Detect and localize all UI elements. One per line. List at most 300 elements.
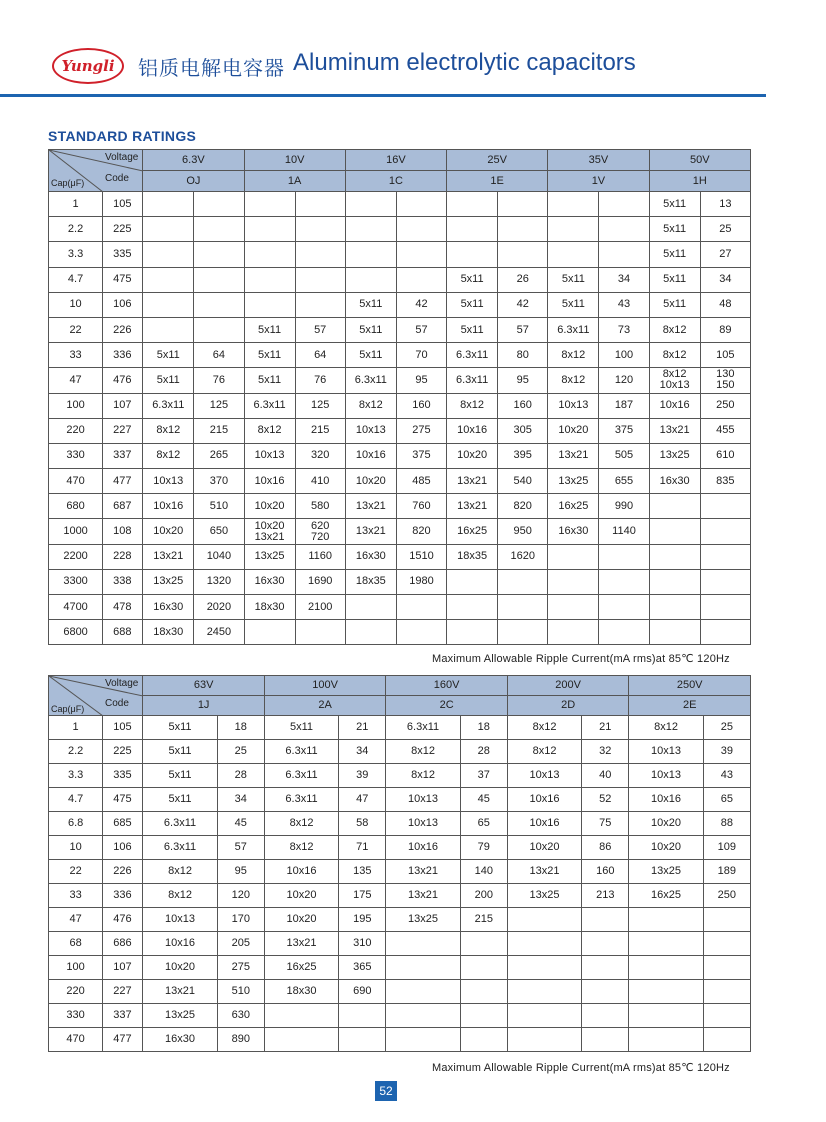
ripple-cell: 34 <box>217 788 264 812</box>
size-cell: 5x11 <box>143 716 217 740</box>
size-cell <box>386 980 460 1004</box>
code-cell: 476 <box>103 368 143 393</box>
size-cell <box>264 1004 338 1028</box>
ripple-cell: 34 <box>700 267 750 292</box>
size-cell: 10x20 <box>244 494 295 519</box>
code-cell: 106 <box>103 292 143 317</box>
cap-cell: 1 <box>49 716 103 740</box>
ripple-cell <box>599 242 649 267</box>
table2-note: Maximum Allowable Ripple Current(mA rms)at 85℃ 120Hz <box>432 1062 730 1074</box>
ripple-cell: 1320 <box>194 569 244 594</box>
ripple-cell: 375 <box>396 443 446 468</box>
ripple-cell <box>339 1028 386 1052</box>
voltage-header: 200V <box>507 676 629 696</box>
ripple-cell: 125 <box>194 393 244 418</box>
size-cell: 10x16 <box>345 443 396 468</box>
ripple-cell: 88 <box>703 812 750 836</box>
size-cell: 5x11 <box>244 368 295 393</box>
ripple-cell: 370 <box>194 469 244 494</box>
ripple-cell: 95 <box>498 368 548 393</box>
ripple-cell: 64 <box>194 343 244 368</box>
code-cell: 105 <box>103 192 143 217</box>
ripple-cell: 43 <box>599 292 649 317</box>
table-row <box>49 884 751 908</box>
size-cell <box>447 620 498 645</box>
size-cell: 10x20 <box>143 519 194 544</box>
table-row <box>49 908 751 932</box>
table-row <box>49 620 751 645</box>
ripple-cell: 175 <box>339 884 386 908</box>
size-cell <box>143 267 194 292</box>
voltage-header: 250V <box>629 676 751 696</box>
size-cell <box>447 569 498 594</box>
size-cell: 8x12 <box>143 860 217 884</box>
ripple-cell: 25 <box>703 716 750 740</box>
ripple-cell: 21 <box>339 716 386 740</box>
size-cell <box>548 595 599 620</box>
code-header: 2A <box>264 696 386 716</box>
size-cell <box>386 1028 460 1052</box>
ratings-table-1 <box>48 149 751 645</box>
size-cell <box>345 620 396 645</box>
size-cell: 8x12 <box>264 836 338 860</box>
corner-voltage-label: Voltage <box>105 678 139 689</box>
size-cell: 18x30 <box>244 595 295 620</box>
ripple-cell: 375 <box>599 418 649 443</box>
cap-cell: 1 <box>49 192 103 217</box>
ripple-cell <box>295 242 345 267</box>
ripple-cell: 265 <box>194 443 244 468</box>
ripple-cell: 39 <box>703 740 750 764</box>
size-cell <box>649 620 700 645</box>
size-cell <box>345 595 396 620</box>
size-cell <box>548 569 599 594</box>
ripple-cell <box>295 292 345 317</box>
size-cell: 5x11 <box>244 317 295 342</box>
ripple-cell: 650 <box>194 519 244 544</box>
ripple-cell <box>295 192 345 217</box>
ripple-cell: 76 <box>194 368 244 393</box>
code-cell: 687 <box>103 494 143 519</box>
size-cell <box>507 980 581 1004</box>
size-cell: 5x11 <box>649 292 700 317</box>
size-cell <box>345 267 396 292</box>
ripple-cell: 455 <box>700 418 750 443</box>
size-cell: 5x11 <box>649 217 700 242</box>
ripple-cell <box>194 317 244 342</box>
cap-cell: 330 <box>49 443 103 468</box>
ripple-cell: 58 <box>339 812 386 836</box>
ratings-table-2 <box>48 675 751 1052</box>
size-cell: 10x13 <box>548 393 599 418</box>
ripple-cell <box>599 192 649 217</box>
code-cell: 475 <box>103 788 143 812</box>
size-cell <box>629 908 703 932</box>
size-cell <box>548 217 599 242</box>
size-cell <box>244 192 295 217</box>
size-cell: 6.3x11 <box>264 764 338 788</box>
code-cell: 476 <box>103 908 143 932</box>
ripple-cell: 120 <box>599 368 649 393</box>
size-cell: 16x30 <box>143 1028 217 1052</box>
ripple-cell <box>703 908 750 932</box>
size-cell: 5x11 <box>345 317 396 342</box>
size-cell: 13x21 <box>649 418 700 443</box>
ripple-cell <box>194 267 244 292</box>
size-cell <box>244 620 295 645</box>
ripple-cell <box>194 217 244 242</box>
ripple-cell <box>498 192 548 217</box>
voltage-header: 6.3V <box>143 150 244 171</box>
ripple-cell: 45 <box>217 812 264 836</box>
size-cell: 10x20 <box>507 836 581 860</box>
ripple-cell: 170 <box>217 908 264 932</box>
ripple-cell: 205 <box>217 932 264 956</box>
size-cell <box>244 242 295 267</box>
size-cell <box>244 292 295 317</box>
code-cell: 228 <box>103 544 143 569</box>
table-row <box>49 418 751 443</box>
size-cell: 10x20 <box>143 956 217 980</box>
ripple-cell: 510 <box>217 980 264 1004</box>
table-row <box>49 393 751 418</box>
size-cell: 16x30 <box>143 595 194 620</box>
ripple-cell <box>582 932 629 956</box>
size-cell: 10x13 <box>143 908 217 932</box>
ripple-cell <box>582 980 629 1004</box>
corner-code-label: Code <box>105 173 129 184</box>
ripple-cell: 485 <box>396 469 446 494</box>
size-cell <box>548 620 599 645</box>
size-cell: 8x12 <box>649 317 700 342</box>
ripple-cell <box>460 1028 507 1052</box>
ripple-cell <box>498 595 548 620</box>
ripple-cell: 275 <box>217 956 264 980</box>
cap-cell: 4.7 <box>49 267 103 292</box>
voltage-header: 16V <box>345 150 446 171</box>
table-row <box>49 292 751 317</box>
ripple-cell: 65 <box>703 788 750 812</box>
ripple-cell: 820 <box>498 494 548 519</box>
voltage-header: 160V <box>386 676 508 696</box>
table-row <box>49 860 751 884</box>
ripple-cell <box>498 620 548 645</box>
ripple-cell <box>703 1028 750 1052</box>
ripple-cell: 760 <box>396 494 446 519</box>
size-cell: 10x20 <box>345 469 396 494</box>
code-cell: 475 <box>103 267 143 292</box>
ripple-cell <box>396 267 446 292</box>
corner-cap-label: Cap(μF) <box>51 178 85 188</box>
size-cell <box>143 292 194 317</box>
ripple-cell <box>396 595 446 620</box>
size-cell: 13x21 <box>143 980 217 1004</box>
size-cell: 13x21 <box>345 494 396 519</box>
size-cell: 13x21 <box>447 494 498 519</box>
cap-cell: 100 <box>49 393 103 418</box>
ripple-cell <box>396 217 446 242</box>
ripple-cell: 890 <box>217 1028 264 1052</box>
ripple-cell: 75 <box>582 812 629 836</box>
size-cell: 18x35 <box>447 544 498 569</box>
code-cell: 108 <box>103 519 143 544</box>
ripple-cell: 25 <box>217 740 264 764</box>
size-cell <box>649 595 700 620</box>
ripple-cell: 125 <box>295 393 345 418</box>
size-cell: 8x12 <box>507 740 581 764</box>
cap-cell: 100 <box>49 956 103 980</box>
size-cell: 6.3x11 <box>447 343 498 368</box>
size-cell: 13x21 <box>447 469 498 494</box>
size-cell: 5x11 <box>649 192 700 217</box>
voltage-header: 10V <box>244 150 345 171</box>
ripple-cell: 64 <box>295 343 345 368</box>
ripple-cell: 37 <box>460 764 507 788</box>
size-cell <box>548 192 599 217</box>
table-row <box>49 836 751 860</box>
ripple-cell: 1980 <box>396 569 446 594</box>
size-cell: 13x25 <box>507 884 581 908</box>
size-cell: 18x30 <box>264 980 338 1004</box>
cap-cell: 220 <box>49 980 103 1004</box>
corner-voltage-label: Voltage <box>105 152 139 163</box>
size-cell: 8x12 <box>629 716 703 740</box>
ripple-cell: 95 <box>396 368 446 393</box>
ripple-cell: 610 <box>700 443 750 468</box>
size-cell: 5x11 <box>447 292 498 317</box>
table-row <box>49 469 751 494</box>
ripple-cell <box>396 192 446 217</box>
corner-cell <box>49 150 143 192</box>
size-cell <box>629 932 703 956</box>
cap-cell: 10 <box>49 836 103 860</box>
ripple-cell: 200 <box>460 884 507 908</box>
table-row <box>49 544 751 569</box>
cap-cell: 680 <box>49 494 103 519</box>
ripple-cell: 34 <box>339 740 386 764</box>
ripple-cell: 1040 <box>194 544 244 569</box>
code-cell: 686 <box>103 932 143 956</box>
size-cell <box>345 217 396 242</box>
ripple-cell: 28 <box>460 740 507 764</box>
cap-cell: 330 <box>49 1004 103 1028</box>
size-cell: 8x12 10x13 <box>649 368 700 393</box>
size-cell: 10x20 <box>264 884 338 908</box>
size-cell: 6.3x11 <box>386 716 460 740</box>
table-row <box>49 764 751 788</box>
size-cell: 10x13 <box>345 418 396 443</box>
ripple-cell: 109 <box>703 836 750 860</box>
size-cell: 5x11 <box>143 740 217 764</box>
size-cell <box>649 569 700 594</box>
ripple-cell: 57 <box>217 836 264 860</box>
size-cell: 16x25 <box>264 956 338 980</box>
cap-cell: 47 <box>49 368 103 393</box>
size-cell: 10x20 <box>629 836 703 860</box>
size-cell: 10x16 <box>507 812 581 836</box>
size-cell: 8x12 <box>143 418 194 443</box>
ripple-cell <box>396 242 446 267</box>
ripple-cell <box>703 956 750 980</box>
ripple-cell: 2450 <box>194 620 244 645</box>
size-cell <box>386 956 460 980</box>
ripple-cell <box>700 569 750 594</box>
ripple-cell <box>460 980 507 1004</box>
size-cell: 5x11 <box>345 343 396 368</box>
size-cell: 8x12 <box>244 418 295 443</box>
voltage-header: 50V <box>649 150 750 171</box>
size-cell: 13x25 <box>386 908 460 932</box>
cap-cell: 3.3 <box>49 242 103 267</box>
ripple-cell <box>194 292 244 317</box>
ripple-cell: 160 <box>396 393 446 418</box>
size-cell: 16x30 <box>244 569 295 594</box>
cap-cell: 2.2 <box>49 217 103 242</box>
ripple-cell: 540 <box>498 469 548 494</box>
header-row-voltage <box>49 150 751 171</box>
size-cell <box>143 242 194 267</box>
ripple-cell: 395 <box>498 443 548 468</box>
code-header: 2C <box>386 696 508 716</box>
ripple-cell: 275 <box>396 418 446 443</box>
code-cell: 107 <box>103 393 143 418</box>
ripple-cell: 1620 <box>498 544 548 569</box>
size-cell <box>507 1004 581 1028</box>
size-cell: 13x21 <box>548 443 599 468</box>
size-cell: 13x25 <box>143 569 194 594</box>
table-row <box>49 267 751 292</box>
voltage-header: 35V <box>548 150 649 171</box>
table-row <box>49 956 751 980</box>
size-cell <box>629 1028 703 1052</box>
code-cell: 335 <box>103 764 143 788</box>
ripple-cell <box>339 1004 386 1028</box>
cap-cell: 3.3 <box>49 764 103 788</box>
ripple-cell <box>582 1028 629 1052</box>
ripple-cell: 21 <box>582 716 629 740</box>
table-row <box>49 932 751 956</box>
cap-cell: 4700 <box>49 595 103 620</box>
ripple-cell: 26 <box>498 267 548 292</box>
size-cell: 16x25 <box>629 884 703 908</box>
ripple-cell: 630 <box>217 1004 264 1028</box>
ripple-cell: 34 <box>599 267 649 292</box>
ripple-cell: 57 <box>295 317 345 342</box>
ripple-cell: 505 <box>599 443 649 468</box>
ripple-cell <box>460 956 507 980</box>
code-header: 2D <box>507 696 629 716</box>
table-row <box>49 519 751 544</box>
code-header: 1V <box>548 171 649 192</box>
ripple-cell <box>703 980 750 1004</box>
ripple-cell <box>700 519 750 544</box>
ripple-cell: 250 <box>703 884 750 908</box>
ripple-cell: 135 <box>339 860 386 884</box>
header-row-voltage <box>49 676 751 696</box>
size-cell: 13x25 <box>143 1004 217 1028</box>
ripple-cell: 835 <box>700 469 750 494</box>
ripple-cell: 43 <box>703 764 750 788</box>
cap-cell: 6.8 <box>49 812 103 836</box>
size-cell <box>386 932 460 956</box>
size-cell: 16x30 <box>548 519 599 544</box>
ripple-cell: 70 <box>396 343 446 368</box>
ripple-cell <box>582 956 629 980</box>
size-cell: 8x12 <box>143 443 194 468</box>
code-header: 1H <box>649 171 750 192</box>
size-cell: 6.3x11 <box>264 788 338 812</box>
ripple-cell: 39 <box>339 764 386 788</box>
cap-cell: 220 <box>49 418 103 443</box>
size-cell: 10x16 <box>386 836 460 860</box>
table-row <box>49 595 751 620</box>
code-cell: 106 <box>103 836 143 860</box>
table-row <box>49 1004 751 1028</box>
ripple-cell <box>498 569 548 594</box>
ripple-cell: 71 <box>339 836 386 860</box>
ripple-cell <box>700 620 750 645</box>
ripple-cell: 40 <box>582 764 629 788</box>
table-row <box>49 368 751 393</box>
size-cell: 8x12 <box>264 812 338 836</box>
size-cell: 5x11 <box>447 317 498 342</box>
ripple-cell: 57 <box>396 317 446 342</box>
ripple-cell: 215 <box>194 418 244 443</box>
code-cell: 337 <box>103 443 143 468</box>
table-row <box>49 812 751 836</box>
ripple-cell: 365 <box>339 956 386 980</box>
size-cell: 10x20 <box>447 443 498 468</box>
ripple-cell <box>295 217 345 242</box>
size-cell: 5x11 <box>649 267 700 292</box>
ripple-cell: 45 <box>460 788 507 812</box>
cap-cell: 1000 <box>49 519 103 544</box>
ripple-cell: 65 <box>460 812 507 836</box>
size-cell <box>264 1028 338 1052</box>
ripple-cell: 410 <box>295 469 345 494</box>
ripple-cell <box>700 595 750 620</box>
ripple-cell: 73 <box>599 317 649 342</box>
cap-cell: 470 <box>49 469 103 494</box>
ripple-cell <box>700 544 750 569</box>
size-cell: 13x25 <box>548 469 599 494</box>
size-cell: 6.3x11 <box>143 836 217 860</box>
ripple-cell: 580 <box>295 494 345 519</box>
code-cell: 477 <box>103 1028 143 1052</box>
size-cell: 13x21 <box>386 884 460 908</box>
size-cell <box>548 242 599 267</box>
ripple-cell <box>295 267 345 292</box>
code-header: OJ <box>143 171 244 192</box>
cap-cell: 4.7 <box>49 788 103 812</box>
ripple-cell <box>599 595 649 620</box>
code-cell: 225 <box>103 740 143 764</box>
ripple-cell <box>295 620 345 645</box>
ripple-cell <box>582 908 629 932</box>
table-row <box>49 1028 751 1052</box>
code-cell: 336 <box>103 343 143 368</box>
title-english: Aluminum electrolytic capacitors <box>293 49 636 76</box>
size-cell <box>629 956 703 980</box>
header-row-code <box>49 171 751 192</box>
corner-cap-label: Cap(μF) <box>51 704 85 714</box>
size-cell: 18x30 <box>143 620 194 645</box>
size-cell <box>507 956 581 980</box>
size-cell: 5x11 <box>264 716 338 740</box>
size-cell: 10x13 <box>143 469 194 494</box>
size-cell: 10x16 <box>507 788 581 812</box>
ripple-cell: 195 <box>339 908 386 932</box>
